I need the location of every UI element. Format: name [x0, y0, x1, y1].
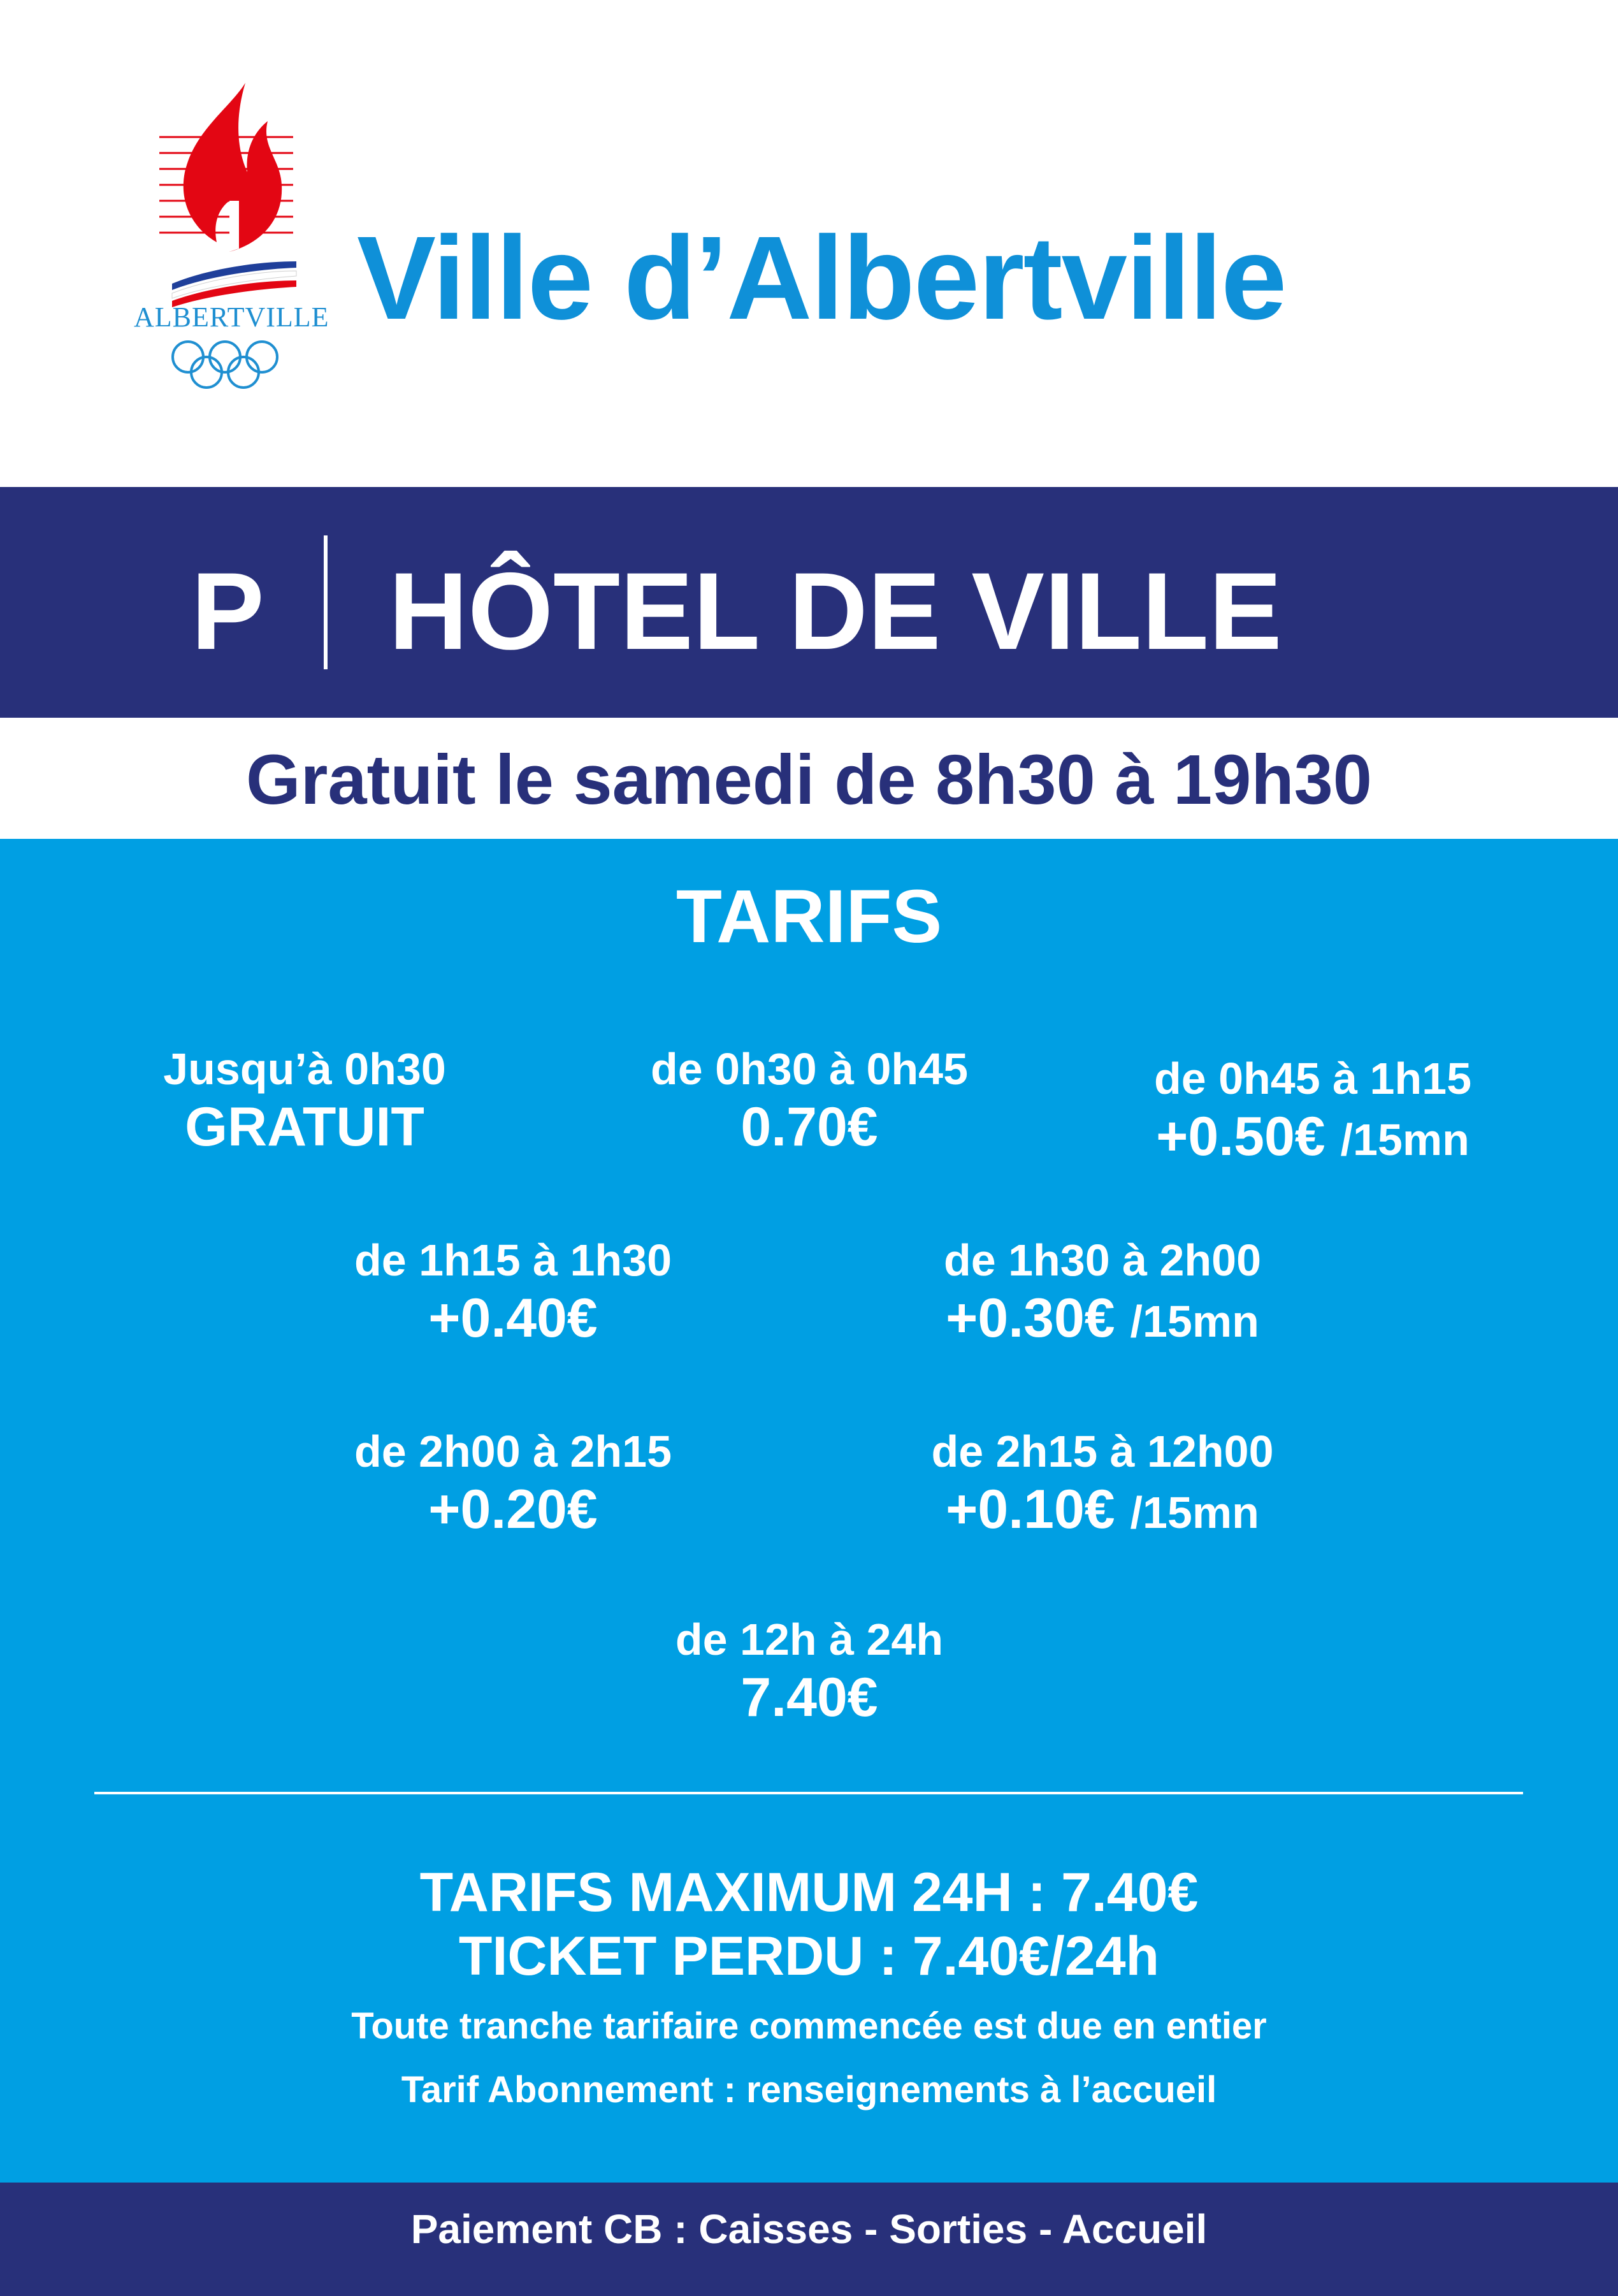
payment-info: Paiement CB : Caisses - Sorties - Accueil	[410, 2206, 1208, 2252]
rate-range: de 12h à 24h	[675, 1615, 944, 1664]
rate-price: 7.40€	[740, 1667, 878, 1728]
rate-item	[879, 1425, 1325, 1541]
rate-price: GRATUIT	[185, 1096, 424, 1158]
rate-item	[290, 1425, 736, 1541]
rate-range: de 2h00 à 2h15	[354, 1427, 672, 1476]
rate-range: Jusqu’à 0h30	[163, 1044, 446, 1094]
rate-item	[879, 1233, 1325, 1350]
rate-item	[586, 1042, 1032, 1159]
rate-item	[1090, 1052, 1536, 1168]
section-divider	[94, 1792, 1523, 1794]
logo-wordmark: ALBERTVILLE	[134, 302, 329, 333]
subscription-note: Tarif Abonnement : renseignements à l’accueil	[401, 2069, 1217, 2111]
rate-unit: /15mn	[1340, 1115, 1470, 1165]
max-tariff-line: TARIFS MAXIMUM 24H : 7.40€	[419, 1862, 1199, 1923]
rate-range: de 0h45 à 1h15	[1153, 1054, 1472, 1103]
tariff-note: Toute tranche tarifaire commencée est due en entier	[351, 2005, 1267, 2047]
rate-item	[290, 1233, 736, 1350]
rate-price: +0.50€	[1156, 1106, 1325, 1167]
parking-name: HÔTEL DE VILLE	[389, 550, 1282, 672]
rate-item	[586, 1613, 1032, 1729]
rate-unit: /15mn	[1130, 1297, 1259, 1346]
page-title: Ville d’Albertville	[357, 212, 1286, 344]
rate-price: 0.70€	[740, 1096, 878, 1158]
rate-range: de 2h15 à 12h00	[931, 1427, 1274, 1476]
rate-range: de 1h15 à 1h30	[354, 1235, 672, 1285]
rate-price: +0.30€	[946, 1288, 1115, 1349]
olympic-rings-icon	[173, 342, 277, 388]
tarifs-title: TARIFS	[675, 875, 943, 959]
rate-price: +0.40€	[428, 1288, 598, 1349]
rate-range: de 1h30 à 2h00	[943, 1235, 1262, 1285]
flame-icon	[134, 70, 329, 402]
rate-price: +0.10€	[946, 1479, 1115, 1540]
band-divider	[324, 535, 328, 669]
free-saturday-notice: Gratuit le samedi de 8h30 à 19h30	[246, 741, 1372, 819]
rate-price: +0.20€	[428, 1479, 598, 1540]
rate-range: de 0h30 à 0h45	[650, 1044, 969, 1094]
albertville-flame-logo	[134, 70, 329, 402]
lost-ticket-line: TICKET PERDU : 7.40€/24h	[458, 1926, 1160, 1987]
rate-unit: /15mn	[1130, 1488, 1259, 1537]
rate-item	[82, 1042, 528, 1159]
parking-symbol: P	[191, 550, 264, 672]
